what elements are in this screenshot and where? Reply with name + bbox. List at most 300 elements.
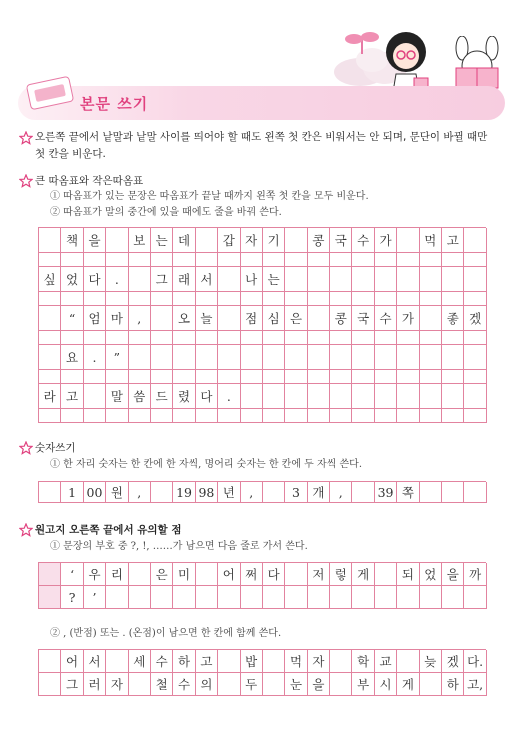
grid-cell <box>420 673 442 696</box>
grid-cell <box>129 586 151 609</box>
grid-cell <box>218 345 240 370</box>
grid-cell: 고 <box>61 384 83 409</box>
grid-spacer <box>397 292 419 306</box>
grid-cell <box>375 586 397 609</box>
grid-cell <box>464 228 486 253</box>
grid-cell <box>173 345 195 370</box>
grid-cell <box>375 267 397 292</box>
grid-cell <box>330 267 352 292</box>
grid-cell: 늘 <box>196 306 218 331</box>
grid-cell: 학 <box>352 650 374 673</box>
grid-spacer <box>173 331 195 345</box>
grid-spacer <box>196 253 218 267</box>
grid-cell <box>420 306 442 331</box>
grid-cell: 다 <box>84 267 106 292</box>
grid-cell: 우 <box>84 563 106 586</box>
grid-spacer <box>241 409 263 423</box>
grid-cell <box>464 345 486 370</box>
grid-cell <box>442 267 464 292</box>
grid-cell: 엄 <box>84 306 106 331</box>
grid-spacer <box>129 409 151 423</box>
grid-cell: 개 <box>308 482 330 503</box>
grid-cell: 씀 <box>129 384 151 409</box>
grid-spacer <box>464 292 486 306</box>
grid-cell: 좋 <box>442 306 464 331</box>
grid-cell <box>285 384 307 409</box>
grid-spacer <box>173 370 195 384</box>
grid-spacer <box>330 331 352 345</box>
grid-cell <box>397 384 419 409</box>
grid-spacer <box>196 331 218 345</box>
grid-cell <box>241 345 263 370</box>
grid-cell <box>397 228 419 253</box>
grid-cell <box>308 586 330 609</box>
grid-cell <box>352 384 374 409</box>
grid-spacer <box>464 409 486 423</box>
grid-cell: 가 <box>397 306 419 331</box>
grid-cell: 자 <box>241 228 263 253</box>
grid-cell: 3 <box>285 482 307 503</box>
grid-cell <box>263 384 285 409</box>
grid-cell: ” <box>106 345 128 370</box>
grid-cell <box>263 482 285 503</box>
grid-cell <box>330 673 352 696</box>
grid-cell: 밥 <box>241 650 263 673</box>
grid-cell <box>151 482 173 503</box>
star-icon <box>19 131 33 145</box>
grid-cell <box>464 482 486 503</box>
grid-cell: 러 <box>84 673 106 696</box>
grid-cell: 쩌 <box>241 563 263 586</box>
grid-cell: 다 <box>263 563 285 586</box>
grid-cell <box>464 586 486 609</box>
grid-cell: 콩 <box>330 306 352 331</box>
grid-cell: 늦 <box>420 650 442 673</box>
grid-spacer <box>420 292 442 306</box>
manuscript-grid-rightedge-1 <box>38 562 486 609</box>
grid-spacer <box>129 331 151 345</box>
grid-spacer <box>61 409 83 423</box>
grid-cell: 마 <box>106 306 128 331</box>
grid-spacer <box>442 253 464 267</box>
grid-cell: 교 <box>375 650 397 673</box>
grid-cell: 심 <box>263 306 285 331</box>
grid-cell: 먹 <box>285 650 307 673</box>
grid-spacer <box>464 331 486 345</box>
grid-cell: 19 <box>173 482 195 503</box>
rightedge-rule-2: ② , (반점) 또는 . (온점)이 남으면 한 칸에 함께 쓴다. <box>50 628 282 639</box>
grid-cell: 자 <box>106 673 128 696</box>
grid-spacer <box>196 292 218 306</box>
grid-spacer <box>241 292 263 306</box>
grid-cell: 두 <box>241 673 263 696</box>
grid-cell <box>263 673 285 696</box>
grid-cell <box>173 586 195 609</box>
grid-spacer <box>285 331 307 345</box>
grid-cell: 00 <box>84 482 106 503</box>
grid-spacer <box>218 370 240 384</box>
grid-spacer <box>39 292 61 306</box>
quotes-title: 큰 따옴표와 작은따옴표 <box>35 175 144 187</box>
grid-cell <box>375 384 397 409</box>
grid-cell <box>129 345 151 370</box>
grid-cell: . <box>106 267 128 292</box>
grid-cell <box>151 306 173 331</box>
grid-cell <box>39 306 61 331</box>
grid-cell <box>129 563 151 586</box>
grid-cell: 겠 <box>464 306 486 331</box>
grid-cell: 하 <box>442 673 464 696</box>
manuscript-grid-rightedge-2 <box>38 649 486 696</box>
grid-cell <box>308 345 330 370</box>
grid-cell: 은 <box>151 563 173 586</box>
grid-cell <box>442 482 464 503</box>
quotes-rule-1: ① 따옴표가 있는 문장은 따옴표가 끝날 때까지 왼쪽 첫 칸을 모두 비운다. <box>50 191 369 202</box>
grid-cell: 먹 <box>420 228 442 253</box>
grid-cell: 1 <box>61 482 83 503</box>
grid-cell <box>241 586 263 609</box>
grid-spacer <box>61 253 83 267</box>
grid-spacer <box>241 370 263 384</box>
sprout-icon <box>342 30 382 54</box>
grid-spacer <box>39 253 61 267</box>
grid-spacer <box>218 409 240 423</box>
rightedge-title: 원고지 오른쪽 끝에서 유의할 점 <box>35 524 182 536</box>
grid-cell: 년 <box>218 482 240 503</box>
grid-cell <box>39 650 61 673</box>
grid-cell <box>308 267 330 292</box>
grid-cell <box>352 482 374 503</box>
grid-cell: 는 <box>263 267 285 292</box>
grid-cell: 데 <box>173 228 195 253</box>
numbers-rule-1: ① 한 자리 숫자는 한 칸에 한 자씩, 명어리 숫자는 한 칸에 두 자씩 쓴다. <box>50 459 363 470</box>
grid-cell: 렇 <box>330 563 352 586</box>
grid-cell: 요 <box>61 345 83 370</box>
grid-cell <box>106 650 128 673</box>
grid-cell: ? <box>61 586 83 609</box>
grid-spacer <box>106 253 128 267</box>
manuscript-grid-quotes <box>38 227 486 423</box>
grid-cell: 서 <box>84 650 106 673</box>
grid-spacer <box>241 253 263 267</box>
grid-cell: 기 <box>263 228 285 253</box>
grid-cell: 수 <box>151 650 173 673</box>
grid-spacer <box>218 331 240 345</box>
grid-spacer <box>330 292 352 306</box>
grid-cell: 국 <box>352 306 374 331</box>
grid-spacer <box>330 370 352 384</box>
grid-spacer <box>397 253 419 267</box>
grid-cell: 보 <box>129 228 151 253</box>
grid-cell <box>218 306 240 331</box>
grid-cell <box>397 586 419 609</box>
grid-cell <box>129 673 151 696</box>
grid-cell: 을 <box>84 228 106 253</box>
grid-cell <box>196 228 218 253</box>
grid-cell <box>397 267 419 292</box>
grid-cell: 고 <box>196 650 218 673</box>
grid-cell: “ <box>61 306 83 331</box>
grid-spacer <box>420 409 442 423</box>
grid-cell <box>39 586 61 609</box>
grid-cell: 게 <box>352 563 374 586</box>
grid-cell: 수 <box>352 228 374 253</box>
grid-cell <box>352 345 374 370</box>
grid-spacer <box>39 370 61 384</box>
grid-spacer <box>61 292 83 306</box>
grid-spacer <box>218 292 240 306</box>
grid-cell: 수 <box>173 673 195 696</box>
grid-cell: 은 <box>285 306 307 331</box>
grid-cell: 갑 <box>218 228 240 253</box>
grid-spacer <box>263 370 285 384</box>
grid-spacer <box>397 370 419 384</box>
grid-cell <box>263 650 285 673</box>
grid-cell: 콩 <box>308 228 330 253</box>
grid-spacer <box>375 370 397 384</box>
grid-spacer <box>173 409 195 423</box>
grid-spacer <box>352 292 374 306</box>
grid-spacer <box>39 409 61 423</box>
grid-spacer <box>420 253 442 267</box>
grid-spacer <box>308 253 330 267</box>
grid-cell <box>420 482 442 503</box>
grid-spacer <box>196 370 218 384</box>
grid-cell <box>330 586 352 609</box>
grid-spacer <box>442 292 464 306</box>
manuscript-grid-numbers <box>38 481 486 503</box>
grid-spacer <box>218 253 240 267</box>
grid-cell <box>196 586 218 609</box>
grid-cell <box>285 345 307 370</box>
grid-spacer <box>330 253 352 267</box>
grid-cell <box>397 345 419 370</box>
grid-cell <box>241 384 263 409</box>
grid-spacer <box>173 292 195 306</box>
grid-spacer <box>375 292 397 306</box>
grid-cell: 다. <box>464 650 486 673</box>
grid-cell: . <box>218 384 240 409</box>
grid-spacer <box>106 409 128 423</box>
grid-cell: 원 <box>106 482 128 503</box>
grid-cell: 자 <box>308 650 330 673</box>
rightedge-rule-1: ① 문장의 부호 중 ?, !, ……가 남으면 다음 줄로 가서 쓴다. <box>50 541 308 552</box>
grid-cell <box>196 345 218 370</box>
grid-cell <box>263 586 285 609</box>
grid-spacer <box>442 331 464 345</box>
grid-spacer <box>263 253 285 267</box>
numbers-title: 숫자쓰기 <box>35 442 76 454</box>
grid-cell: 어 <box>61 650 83 673</box>
grid-spacer <box>375 331 397 345</box>
grid-cell: 는 <box>151 228 173 253</box>
grid-cell <box>151 586 173 609</box>
grid-cell <box>285 228 307 253</box>
grid-cell <box>420 384 442 409</box>
grid-spacer <box>106 292 128 306</box>
grid-cell <box>129 267 151 292</box>
grid-cell: 을 <box>308 673 330 696</box>
grid-cell <box>420 267 442 292</box>
grid-cell <box>375 345 397 370</box>
grid-cell <box>375 563 397 586</box>
grid-cell: . <box>84 345 106 370</box>
grid-spacer <box>84 409 106 423</box>
grid-spacer <box>352 253 374 267</box>
grid-cell <box>420 345 442 370</box>
grid-cell: 어 <box>218 563 240 586</box>
grid-cell <box>151 345 173 370</box>
grid-spacer <box>397 409 419 423</box>
grid-spacer <box>285 370 307 384</box>
star-icon <box>19 174 33 188</box>
grid-cell: 세 <box>129 650 151 673</box>
grid-spacer <box>397 331 419 345</box>
grid-cell <box>442 345 464 370</box>
grid-cell <box>308 384 330 409</box>
grid-cell <box>285 563 307 586</box>
grid-cell: 고 <box>442 228 464 253</box>
grid-cell <box>218 586 240 609</box>
grid-spacer <box>308 292 330 306</box>
grid-spacer <box>151 253 173 267</box>
grid-cell: 의 <box>196 673 218 696</box>
quotes-rule-2: ② 따옴표가 말의 중간에 있을 때에도 줄을 바꿔 쓴다. <box>50 207 282 218</box>
grid-cell: 다 <box>196 384 218 409</box>
grid-spacer <box>84 331 106 345</box>
grid-cell: 39 <box>375 482 397 503</box>
grid-cell <box>285 267 307 292</box>
grid-cell: 말 <box>106 384 128 409</box>
star-icon <box>19 441 33 455</box>
grid-spacer <box>151 331 173 345</box>
grid-cell: 오 <box>173 306 195 331</box>
grid-cell: 그 <box>151 267 173 292</box>
grid-spacer <box>61 331 83 345</box>
grid-cell: , <box>330 482 352 503</box>
grid-cell <box>218 650 240 673</box>
grid-cell: ‘ <box>61 563 83 586</box>
grid-cell <box>442 586 464 609</box>
grid-spacer <box>308 409 330 423</box>
grid-cell <box>196 563 218 586</box>
star-icon <box>19 523 33 537</box>
grid-cell <box>397 650 419 673</box>
grid-cell: 까 <box>464 563 486 586</box>
grid-cell: 가 <box>375 228 397 253</box>
grid-cell: 었 <box>420 563 442 586</box>
grid-spacer <box>129 253 151 267</box>
grid-spacer <box>308 370 330 384</box>
grid-cell: 미 <box>173 563 195 586</box>
grid-spacer <box>352 370 374 384</box>
grid-spacer <box>375 253 397 267</box>
grid-spacer <box>196 409 218 423</box>
grid-spacer <box>263 331 285 345</box>
grid-cell <box>464 267 486 292</box>
grid-cell: 되 <box>397 563 419 586</box>
grid-cell <box>285 586 307 609</box>
grid-cell: 눈 <box>285 673 307 696</box>
grid-spacer <box>151 370 173 384</box>
grid-cell <box>84 384 106 409</box>
grid-cell: 국 <box>330 228 352 253</box>
grid-cell <box>442 384 464 409</box>
grid-cell: 그 <box>61 673 83 696</box>
grid-spacer <box>173 253 195 267</box>
grid-cell <box>218 267 240 292</box>
grid-cell: 하 <box>173 650 195 673</box>
grid-cell <box>106 586 128 609</box>
grid-cell <box>352 586 374 609</box>
grid-cell: 게 <box>397 673 419 696</box>
grid-cell: 98 <box>196 482 218 503</box>
grid-spacer <box>352 409 374 423</box>
grid-cell: , <box>129 306 151 331</box>
grid-cell <box>330 650 352 673</box>
grid-cell <box>39 482 61 503</box>
grid-cell: 책 <box>61 228 83 253</box>
grid-cell <box>39 673 61 696</box>
grid-cell <box>263 345 285 370</box>
grid-spacer <box>61 370 83 384</box>
grid-cell: 래 <box>173 267 195 292</box>
grid-cell <box>330 345 352 370</box>
grid-cell: 렸 <box>173 384 195 409</box>
grid-cell: , <box>129 482 151 503</box>
grid-spacer <box>285 409 307 423</box>
grid-spacer <box>285 292 307 306</box>
grid-spacer <box>263 292 285 306</box>
grid-cell <box>330 384 352 409</box>
grid-cell: 싶 <box>39 267 61 292</box>
grid-cell: , <box>241 482 263 503</box>
grid-spacer <box>129 292 151 306</box>
grid-cell: 철 <box>151 673 173 696</box>
intro-text: 오른쪽 끝에서 낱말과 낱말 사이를 띄어야 할 때도 왼쪽 첫 칸은 비워서는 안 되며, 문단이 바뀔 때만 첫 칸을 비운다. <box>35 131 488 160</box>
grid-cell: 나 <box>241 267 263 292</box>
grid-spacer <box>263 409 285 423</box>
grid-cell: 점 <box>241 306 263 331</box>
grid-spacer <box>420 331 442 345</box>
grid-spacer <box>106 331 128 345</box>
grid-spacer <box>84 370 106 384</box>
grid-spacer <box>420 370 442 384</box>
grid-spacer <box>285 253 307 267</box>
grid-spacer <box>151 409 173 423</box>
grid-spacer <box>84 292 106 306</box>
grid-cell: 고, <box>464 673 486 696</box>
grid-cell: 을 <box>442 563 464 586</box>
grid-cell <box>308 306 330 331</box>
grid-spacer <box>241 331 263 345</box>
grid-cell: 라 <box>39 384 61 409</box>
grid-cell <box>106 228 128 253</box>
grid-spacer <box>308 331 330 345</box>
grid-cell <box>352 267 374 292</box>
grid-spacer <box>151 292 173 306</box>
grid-spacer <box>84 253 106 267</box>
grid-cell <box>39 563 61 586</box>
grid-cell: 저 <box>308 563 330 586</box>
grid-spacer <box>375 409 397 423</box>
grid-cell: 부 <box>352 673 374 696</box>
grid-cell: 리 <box>106 563 128 586</box>
grid-cell: 드 <box>151 384 173 409</box>
grid-cell: 었 <box>61 267 83 292</box>
grid-cell <box>218 673 240 696</box>
grid-spacer <box>39 331 61 345</box>
